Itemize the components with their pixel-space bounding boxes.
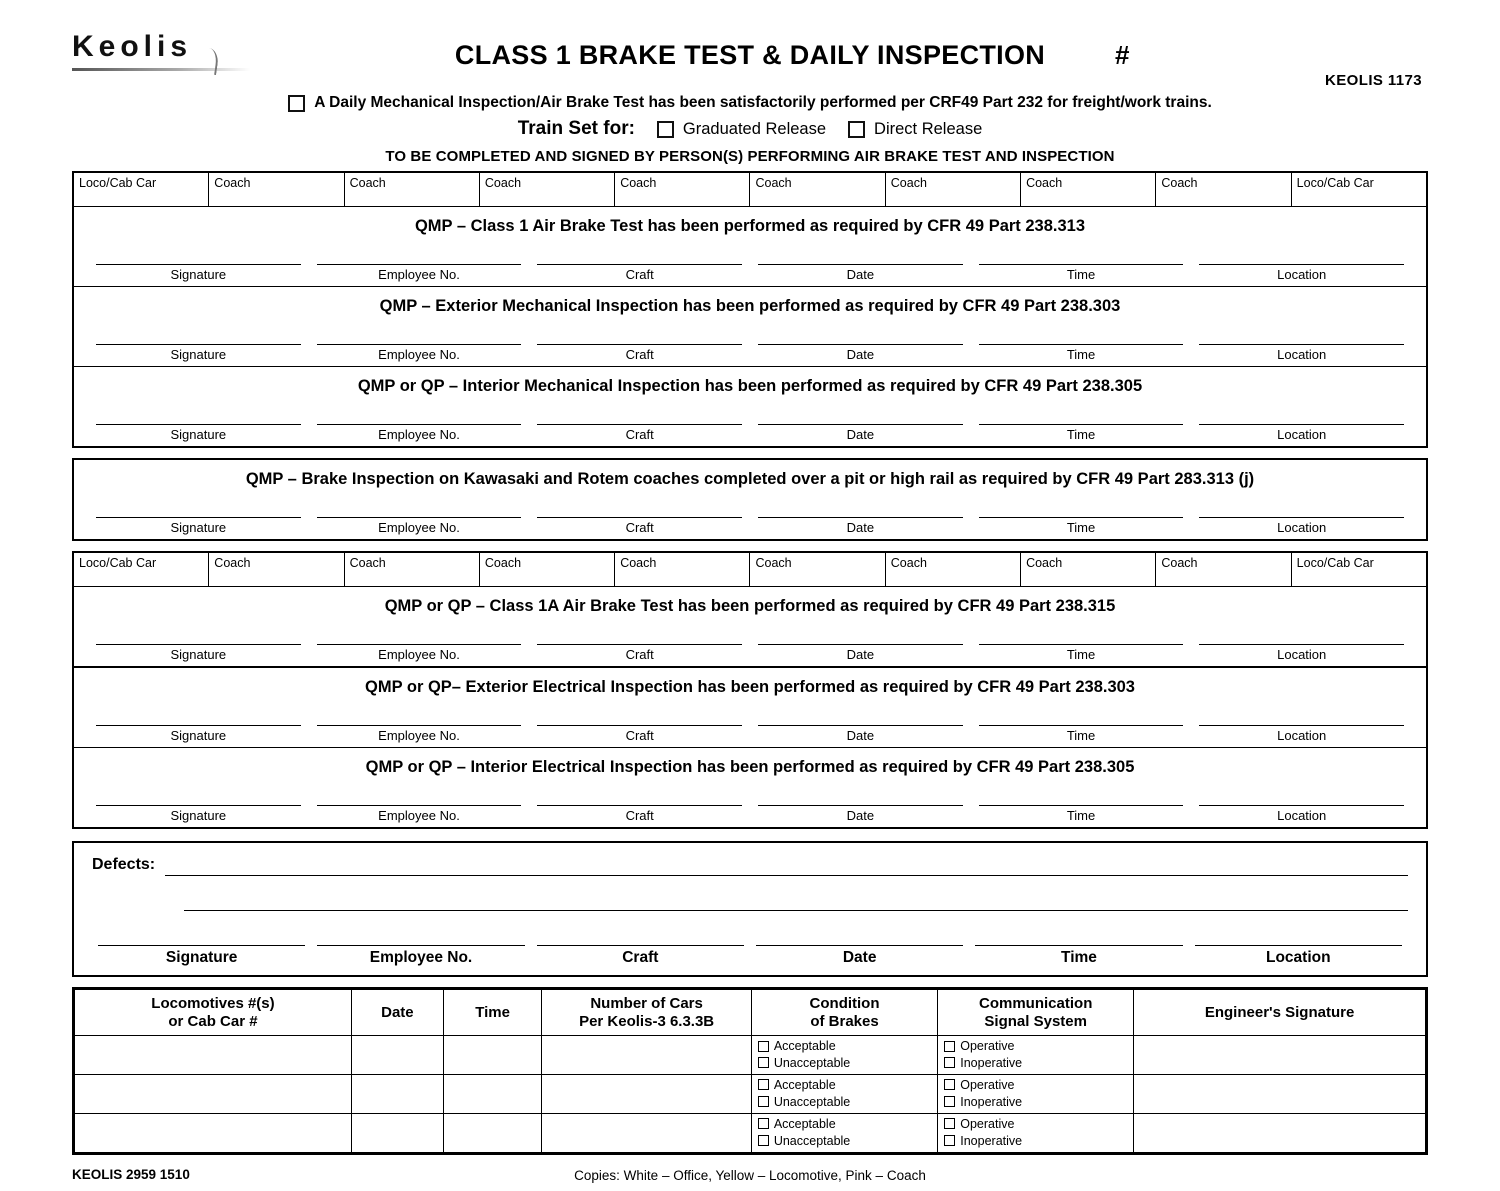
field-label: Employee No. <box>378 647 460 662</box>
train-number-hash: # <box>1115 40 1130 70</box>
option-label: Acceptable <box>773 1078 836 1093</box>
field-label: Employee No. <box>369 949 473 966</box>
write-line[interactable] <box>96 242 301 265</box>
write-line[interactable] <box>96 622 301 645</box>
field-label: Employee No. <box>378 347 460 362</box>
signature-field-signature[interactable] <box>88 322 309 362</box>
field-label: Signature <box>170 347 227 362</box>
car-header-row-1 <box>74 173 1426 207</box>
header-line: Communication <box>979 995 1093 1012</box>
signature-field-location[interactable] <box>1191 622 1412 662</box>
write-line[interactable] <box>758 783 963 806</box>
option-label: Inoperative <box>960 1095 1023 1109</box>
car-cell[interactable]: Coach <box>615 553 750 586</box>
signature-field-location[interactable] <box>1191 242 1412 282</box>
option-label: Operative <box>960 1039 1015 1054</box>
field-label: Signature <box>170 427 227 442</box>
car-cell[interactable]: Coach <box>1156 173 1291 206</box>
signature-field-craft[interactable] <box>529 495 750 535</box>
signature-field-location[interactable] <box>1191 703 1412 743</box>
write-line[interactable] <box>979 402 1184 425</box>
header-line: Per Keolis-3 6.3.3B <box>579 1012 715 1030</box>
car-cell[interactable]: Coach <box>480 173 615 206</box>
car-cell[interactable]: Coach <box>886 173 1021 206</box>
signature-field-date[interactable] <box>750 495 971 535</box>
defects-section <box>72 841 1428 977</box>
defects-first-row <box>92 853 1408 876</box>
signature-row <box>74 495 1426 539</box>
cell-number-of-cars[interactable] <box>542 1113 751 1152</box>
write-line[interactable] <box>979 495 1184 518</box>
field-label: Time <box>1066 427 1096 442</box>
table-row <box>75 1113 1426 1152</box>
signal-option-operative[interactable] <box>944 1116 1127 1133</box>
inspection-block <box>74 207 1426 286</box>
write-line[interactable] <box>1199 622 1404 645</box>
checkbox-icon[interactable] <box>758 1057 769 1068</box>
signature-row <box>74 783 1426 827</box>
checkbox-icon[interactable] <box>944 1079 955 1090</box>
field-label: Employee No. <box>378 520 460 535</box>
inspection-block-title: QMP – Brake Inspection on Kawasaki and Rotem coaches completed over a pit or high rail as required by CFR 49 Part 283.313 (j) <box>245 470 1255 488</box>
cell-number-of-cars[interactable] <box>542 1075 751 1114</box>
signature-field-craft[interactable] <box>529 622 750 662</box>
car-cell[interactable]: Loco/Cab Car <box>1296 556 1374 570</box>
write-line[interactable] <box>1195 911 1402 946</box>
field-label: Craft <box>625 728 654 743</box>
signature-field-date[interactable] <box>750 622 971 662</box>
checkbox-icon[interactable] <box>944 1057 955 1068</box>
signature-field-employee-no[interactable] <box>309 783 530 823</box>
footer-copies-note: Copies: White – Office, Yellow – Locomotive, Pink – Coach <box>574 1167 926 1183</box>
signature-row <box>74 402 1426 446</box>
field-label: Craft <box>622 949 659 966</box>
cell-time[interactable] <box>443 1036 542 1075</box>
write-line[interactable] <box>1199 402 1404 425</box>
car-header-row-2 <box>74 553 1426 587</box>
option-label: Inoperative <box>960 1056 1023 1071</box>
write-line[interactable] <box>317 783 522 806</box>
field-label: Location <box>1277 267 1327 282</box>
write-line[interactable] <box>1199 703 1404 726</box>
signal-option-operative[interactable] <box>944 1077 1127 1094</box>
inspection-block-title: QMP – Exterior Mechanical Inspection has been performed as required by CFR 49 Part 238.303 <box>379 297 1121 315</box>
signal-option-inoperative[interactable] <box>944 1055 1127 1072</box>
inspection-block <box>74 460 1426 539</box>
car-cell[interactable]: Coach <box>1156 553 1291 586</box>
signature-row <box>74 242 1426 286</box>
field-label: Employee No. <box>378 427 460 442</box>
inspection-block <box>74 367 1426 446</box>
field-label: Craft <box>625 808 654 823</box>
header-line: Date <box>381 1003 414 1021</box>
field-label: Craft <box>625 347 654 362</box>
write-line[interactable] <box>975 911 1182 946</box>
car-cell[interactable]: Coach <box>750 173 885 206</box>
cell-locomotives[interactable] <box>75 1036 352 1075</box>
defects-field-location[interactable] <box>1189 911 1408 967</box>
header-line: Condition <box>809 995 880 1012</box>
write-line[interactable] <box>537 622 742 645</box>
direct-release-checkbox[interactable] <box>848 121 865 138</box>
col-number-of-cars <box>542 990 751 1036</box>
brake-option-unacceptable[interactable] <box>758 1055 931 1072</box>
col-communication-signal-system <box>938 990 1134 1036</box>
cell-communication-signal[interactable] <box>938 1113 1134 1152</box>
field-label: Craft <box>625 427 654 442</box>
field-label: Date <box>846 520 875 535</box>
car-cell[interactable]: Coach <box>750 553 885 586</box>
signature-field-time[interactable] <box>971 703 1192 743</box>
field-label: Time <box>1066 808 1096 823</box>
signature-field-signature[interactable] <box>88 622 309 662</box>
option-label: Acceptable <box>773 1116 836 1131</box>
inspection-block-title: QMP or QP – Class 1A Air Brake Test has been performed as required by CFR 49 Part 238.315 <box>384 597 1116 615</box>
write-line[interactable] <box>537 402 742 425</box>
write-line[interactable] <box>756 911 963 946</box>
write-line[interactable] <box>979 783 1184 806</box>
cell-number-of-cars[interactable] <box>542 1036 751 1075</box>
col-time <box>443 990 542 1036</box>
spacer <box>0 448 1500 458</box>
graduated-release-label: Graduated Release <box>682 119 827 138</box>
car-cell[interactable]: Loco/Cab Car <box>1296 176 1374 190</box>
inspection-block <box>74 587 1426 666</box>
field-label: Employee No. <box>378 267 460 282</box>
field-label: Employee No. <box>378 808 460 823</box>
field-label: Employee No. <box>378 728 460 743</box>
inspection-block <box>74 287 1426 366</box>
engineer-table <box>74 989 1426 1153</box>
car-cell[interactable]: Coach <box>345 173 480 206</box>
signature-field-date[interactable] <box>750 242 971 282</box>
defects-input-line-1[interactable] <box>165 853 1408 876</box>
page-header <box>0 0 1500 92</box>
table-row <box>75 1075 1426 1114</box>
write-line[interactable] <box>96 783 301 806</box>
cell-date[interactable] <box>351 1113 443 1152</box>
write-line[interactable] <box>317 703 522 726</box>
signature-row <box>74 322 1426 366</box>
daily-inspection-statement <box>0 94 1500 112</box>
inspection-block-title: QMP – Class 1 Air Brake Test has been performed as required by CFR 49 Part 238.313 <box>414 217 1086 235</box>
defects-field-time[interactable] <box>969 911 1188 967</box>
brake-option-acceptable[interactable] <box>758 1077 931 1094</box>
signature-field-signature[interactable] <box>88 495 309 535</box>
option-label: Acceptable <box>773 1039 836 1054</box>
field-label: Craft <box>625 520 654 535</box>
field-label: Craft <box>625 267 654 282</box>
defects-signature-row <box>92 911 1408 971</box>
write-line[interactable] <box>1199 322 1404 345</box>
cell-time[interactable] <box>443 1075 542 1114</box>
car-cell[interactable]: Coach <box>209 553 344 586</box>
write-line[interactable] <box>317 911 524 946</box>
write-line[interactable] <box>758 703 963 726</box>
car-cell[interactable]: Coach <box>1021 553 1156 586</box>
option-label: Unacceptable <box>773 1056 851 1071</box>
checkbox-icon[interactable] <box>944 1041 955 1052</box>
write-line[interactable] <box>96 322 301 345</box>
header-line: Signal System <box>984 1012 1087 1030</box>
signal-option-inoperative[interactable] <box>944 1094 1127 1111</box>
page-footer <box>0 1165 1500 1191</box>
pit-inspection-section <box>72 458 1428 541</box>
electrical-section <box>72 551 1428 829</box>
write-line[interactable] <box>317 242 522 265</box>
cell-engineers-signature[interactable] <box>1134 1113 1426 1152</box>
write-line[interactable] <box>1199 495 1404 518</box>
signature-field-employee-no[interactable] <box>309 242 530 282</box>
signature-field-craft[interactable] <box>529 322 750 362</box>
signature-field-time[interactable] <box>971 242 1192 282</box>
field-label: Signature <box>170 520 227 535</box>
mechanical-section <box>72 171 1428 448</box>
field-label: Location <box>1277 647 1327 662</box>
inspection-block-title: QMP or QP– Exterior Electrical Inspection has been performed as required by CFR 49 Part 238.303 <box>365 678 1135 696</box>
field-label: Location <box>1277 427 1327 442</box>
brake-option-unacceptable[interactable] <box>758 1094 931 1111</box>
defects-field-date[interactable] <box>750 911 969 967</box>
col-engineers-signature <box>1134 990 1426 1036</box>
signature-field-signature[interactable] <box>88 242 309 282</box>
car-cell[interactable]: Coach <box>209 173 344 206</box>
write-line[interactable] <box>758 322 963 345</box>
defects-field-craft[interactable] <box>531 911 750 967</box>
signature-field-date[interactable] <box>750 402 971 442</box>
inspection-block-title: QMP or QP – Interior Electrical Inspection has been performed as required by CFR 49 Part 238.305 <box>365 758 1135 776</box>
checkbox-icon[interactable] <box>758 1118 769 1129</box>
field-label: Time <box>1066 520 1096 535</box>
inspection-block <box>74 668 1426 747</box>
field-label: Signature <box>170 267 227 282</box>
defects-field-signature[interactable] <box>92 911 311 967</box>
option-label: Unacceptable <box>773 1133 851 1148</box>
field-label: Location <box>1266 949 1331 966</box>
signal-option-inoperative[interactable] <box>944 1133 1127 1150</box>
engineer-table-section <box>72 987 1428 1155</box>
daily-inspection-checkbox[interactable] <box>288 95 305 112</box>
car-cell[interactable]: Coach <box>480 553 615 586</box>
cell-engineers-signature[interactable] <box>1134 1075 1426 1114</box>
signature-field-craft[interactable] <box>529 402 750 442</box>
field-label: Time <box>1066 267 1096 282</box>
signature-field-signature[interactable] <box>88 783 309 823</box>
write-line[interactable] <box>537 322 742 345</box>
car-cell[interactable]: Coach <box>1021 173 1156 206</box>
cell-condition-of-brakes[interactable] <box>751 1036 937 1075</box>
write-line[interactable] <box>317 402 522 425</box>
defects-input-line-2[interactable] <box>184 876 1408 911</box>
cell-locomotives[interactable] <box>75 1113 352 1152</box>
field-label: Date <box>846 427 875 442</box>
write-line[interactable] <box>96 703 301 726</box>
cell-condition-of-brakes[interactable] <box>751 1113 937 1152</box>
col-locomotives <box>75 990 352 1036</box>
checkbox-icon[interactable] <box>944 1118 955 1129</box>
field-label: Location <box>1277 347 1327 362</box>
write-line[interactable] <box>317 322 522 345</box>
signature-field-craft[interactable] <box>529 242 750 282</box>
field-label: Date <box>846 728 875 743</box>
option-label: Unacceptable <box>773 1095 851 1109</box>
table-row <box>75 1036 1426 1075</box>
write-line[interactable] <box>537 703 742 726</box>
signature-field-time[interactable] <box>971 495 1192 535</box>
field-label: Date <box>846 647 875 662</box>
signature-field-location[interactable] <box>1191 783 1412 823</box>
signature-field-date[interactable] <box>750 322 971 362</box>
signature-row <box>74 703 1426 747</box>
car-cell[interactable]: Loco/Cab Car <box>74 173 209 206</box>
signature-field-date[interactable] <box>750 703 971 743</box>
signature-field-employee-no[interactable] <box>309 622 530 662</box>
logo-text: Keolis <box>72 30 193 63</box>
write-line[interactable] <box>1199 242 1404 265</box>
header-line: or Cab Car # <box>168 1012 258 1030</box>
write-line[interactable] <box>98 911 305 946</box>
field-label: Location <box>1277 520 1327 535</box>
signature-field-time[interactable] <box>971 622 1192 662</box>
field-label: Signature <box>170 728 227 743</box>
brake-option-unacceptable[interactable] <box>758 1133 931 1150</box>
field-label: Signature <box>165 949 238 966</box>
field-label: Location <box>1277 728 1327 743</box>
field-label: Date <box>842 949 877 966</box>
car-cell[interactable]: Coach <box>345 553 480 586</box>
signature-field-time[interactable] <box>971 322 1192 362</box>
field-label: Signature <box>170 647 227 662</box>
signature-field-time[interactable] <box>971 783 1192 823</box>
col-condition-of-brakes <box>751 990 937 1036</box>
header-line: Engineer's Signature <box>1204 1003 1355 1021</box>
write-line[interactable] <box>96 402 301 425</box>
option-label: Inoperative <box>960 1133 1023 1148</box>
col-date <box>351 990 443 1036</box>
checkbox-icon[interactable] <box>758 1096 769 1107</box>
defects-label: Defects: <box>92 856 156 873</box>
checkbox-icon[interactable] <box>944 1096 955 1107</box>
brake-option-acceptable[interactable] <box>758 1038 931 1055</box>
write-line[interactable] <box>758 402 963 425</box>
signature-field-date[interactable] <box>750 783 971 823</box>
signature-field-location[interactable] <box>1191 322 1412 362</box>
field-label: Date <box>846 267 875 282</box>
page-title: CLASS 1 BRAKE TEST & DAILY INSPECTION <box>454 40 1046 70</box>
write-line[interactable] <box>537 911 744 946</box>
write-line[interactable] <box>979 622 1184 645</box>
instruction-subheading: TO BE COMPLETED AND SIGNED BY PERSON(S) PERFORMING AIR BRAKE TEST AND INSPECTION <box>385 148 1115 165</box>
inspection-block <box>74 748 1426 827</box>
daily-inspection-text: A Daily Mechanical Inspection/Air Brake Test has been satisfactorily performed per CRF49 Part 232 for freight/work trains. <box>314 94 1212 111</box>
signature-field-employee-no[interactable] <box>309 322 530 362</box>
write-line[interactable] <box>979 322 1184 345</box>
signature-field-employee-no[interactable] <box>309 495 530 535</box>
cell-communication-signal[interactable] <box>938 1075 1134 1114</box>
graduated-release-checkbox[interactable] <box>657 121 674 138</box>
checkbox-icon[interactable] <box>758 1135 769 1146</box>
checkbox-icon[interactable] <box>758 1079 769 1090</box>
form-number: KEOLIS 1173 <box>1325 72 1422 89</box>
write-line[interactable] <box>979 703 1184 726</box>
checkbox-icon[interactable] <box>758 1041 769 1052</box>
write-line[interactable] <box>979 242 1184 265</box>
brake-option-acceptable[interactable] <box>758 1116 931 1133</box>
direct-release-label: Direct Release <box>874 119 983 138</box>
car-cell[interactable]: Loco/Cab Car <box>74 553 209 586</box>
signature-field-time[interactable] <box>971 402 1192 442</box>
write-line[interactable] <box>537 242 742 265</box>
header-line: of Brakes <box>810 1012 879 1030</box>
cell-date[interactable] <box>351 1075 443 1114</box>
header-line: Time <box>475 1003 510 1021</box>
cell-date[interactable] <box>351 1036 443 1075</box>
field-label: Time <box>1066 728 1096 743</box>
cell-locomotives[interactable] <box>75 1075 352 1114</box>
field-label: Time <box>1066 347 1096 362</box>
car-cell[interactable]: Coach <box>615 173 750 206</box>
option-label: Operative <box>960 1078 1015 1093</box>
header-line: Number of Cars <box>590 995 703 1012</box>
train-set-label: Train Set for: <box>517 118 635 139</box>
field-label: Date <box>846 808 875 823</box>
cell-communication-signal[interactable] <box>938 1036 1134 1075</box>
signature-field-employee-no[interactable] <box>309 703 530 743</box>
graduated-release-option[interactable] <box>657 120 826 139</box>
field-label: Time <box>1066 647 1096 662</box>
signature-field-location[interactable] <box>1191 402 1412 442</box>
inspection-block-title: QMP or QP – Interior Mechanical Inspection has been performed as required by CFR 49 Part 238.305 <box>357 377 1143 395</box>
spacer <box>0 541 1500 551</box>
write-line[interactable] <box>758 622 963 645</box>
signature-field-craft[interactable] <box>529 783 750 823</box>
write-line[interactable] <box>317 622 522 645</box>
signature-field-craft[interactable] <box>529 703 750 743</box>
write-line[interactable] <box>1199 783 1404 806</box>
footer-form-code: KEOLIS 2959 1510 <box>72 1166 190 1182</box>
write-line[interactable] <box>758 242 963 265</box>
write-line[interactable] <box>317 495 522 518</box>
field-label: Location <box>1277 808 1327 823</box>
signature-field-location[interactable] <box>1191 495 1412 535</box>
cell-condition-of-brakes[interactable] <box>751 1075 937 1114</box>
signature-row <box>74 622 1426 666</box>
cell-time[interactable] <box>443 1113 542 1152</box>
checkbox-icon[interactable] <box>944 1135 955 1146</box>
direct-release-option[interactable] <box>848 120 982 139</box>
write-line[interactable] <box>537 783 742 806</box>
signature-field-signature[interactable] <box>88 402 309 442</box>
write-line[interactable] <box>537 495 742 518</box>
car-cell[interactable]: Coach <box>886 553 1021 586</box>
defects-field-employee-no[interactable] <box>311 911 530 967</box>
signature-field-signature[interactable] <box>88 703 309 743</box>
header-line: Locomotives #(s) <box>151 995 275 1012</box>
option-label: Operative <box>960 1116 1015 1131</box>
field-label: Date <box>846 347 875 362</box>
signature-field-employee-no[interactable] <box>309 402 530 442</box>
train-set-row <box>0 118 1500 140</box>
field-label: Signature <box>170 808 227 823</box>
table-header-row <box>75 990 1426 1036</box>
write-line[interactable] <box>96 495 301 518</box>
field-label: Craft <box>625 647 654 662</box>
signal-option-operative[interactable] <box>944 1038 1127 1055</box>
cell-engineers-signature[interactable] <box>1134 1036 1426 1075</box>
field-label: Time <box>1061 949 1097 966</box>
write-line[interactable] <box>758 495 963 518</box>
